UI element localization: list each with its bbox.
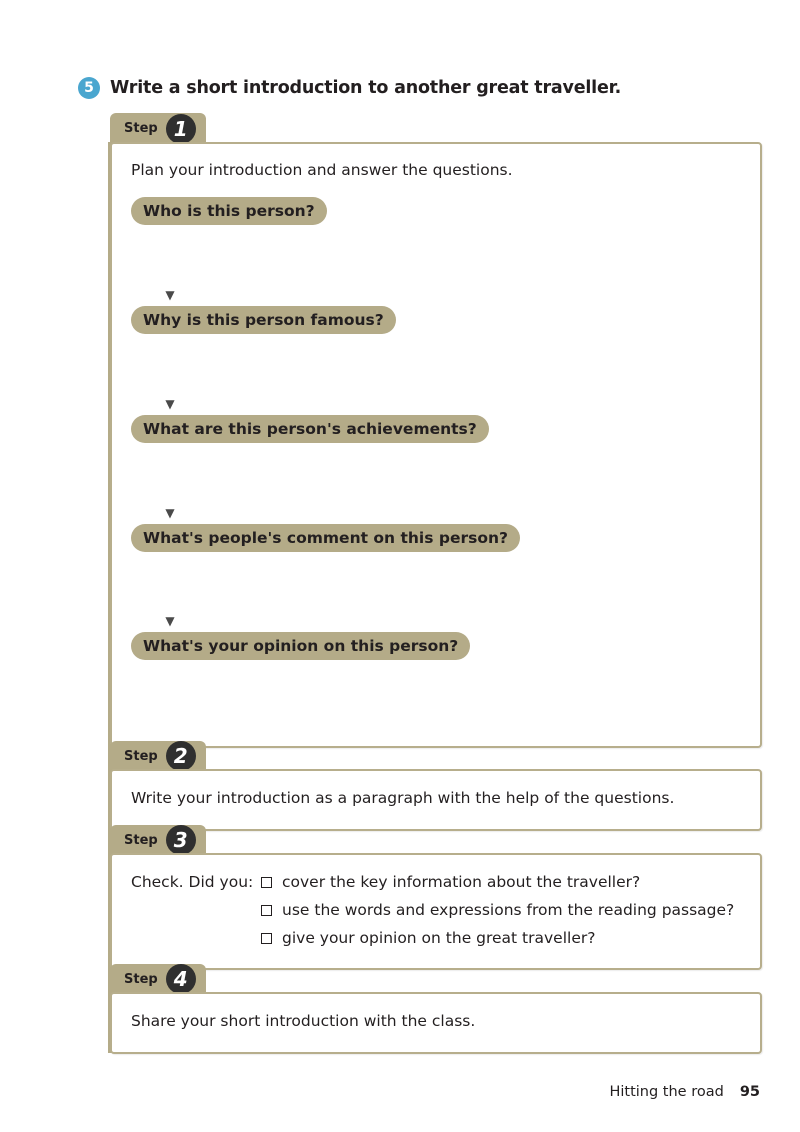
checklist-item	[261, 873, 640, 891]
step-3-lead: Check. Did you:	[131, 873, 254, 891]
down-arrow-icon: ▼	[165, 288, 175, 302]
footer-section-title: Hitting the road	[609, 1084, 724, 1100]
page-footer	[609, 1084, 760, 1100]
task-title: Write a short introduction to another great traveller.	[110, 78, 622, 98]
step-1-instruction: Plan your introduction and answer the questions.	[131, 161, 513, 179]
checklist-item-text: use the words and expressions from the reading passage?	[282, 901, 735, 919]
checkbox-icon	[261, 905, 272, 916]
checkbox-icon	[261, 933, 272, 944]
question-pill-5: What's your opinion on this person?	[131, 632, 470, 660]
step-3-tab	[110, 825, 206, 855]
question-pill-1: Who is this person?	[131, 197, 327, 225]
checklist-item-text: give your opinion on the great traveller?	[282, 929, 596, 947]
step-1-number: 1	[166, 114, 196, 144]
step-1-tab	[110, 113, 206, 144]
page-number: 95	[739, 1084, 760, 1100]
checklist-item	[261, 901, 734, 919]
step-3-label: Step	[124, 832, 158, 848]
task-number-badge: 5	[78, 77, 100, 99]
checklist-item-text: cover the key information about the traveller?	[282, 873, 641, 891]
down-arrow-icon: ▼	[165, 506, 175, 520]
step-2-label: Step	[124, 748, 158, 764]
step-2-tab	[110, 741, 206, 771]
step-3-number: 3	[166, 825, 196, 855]
checkbox-icon	[261, 877, 272, 888]
step-4-tab	[110, 964, 206, 994]
checklist-item	[261, 929, 595, 947]
step-4-number: 4	[166, 964, 196, 994]
question-pill-4: What's people's comment on this person?	[131, 524, 520, 552]
question-pill-2: Why is this person famous?	[131, 306, 396, 334]
question-pill-3: What are this person's achievements?	[131, 415, 489, 443]
step-4-label: Step	[124, 971, 158, 987]
down-arrow-icon: ▼	[165, 614, 175, 628]
task-header	[78, 74, 621, 102]
step-2-number: 2	[166, 741, 196, 771]
step-2-instruction: Write your introduction as a paragraph with the help of the questions.	[131, 789, 675, 807]
step-4-instruction: Share your short introduction with the class.	[131, 1012, 476, 1030]
down-arrow-icon: ▼	[165, 397, 175, 411]
step-1-label: Step	[124, 121, 158, 136]
